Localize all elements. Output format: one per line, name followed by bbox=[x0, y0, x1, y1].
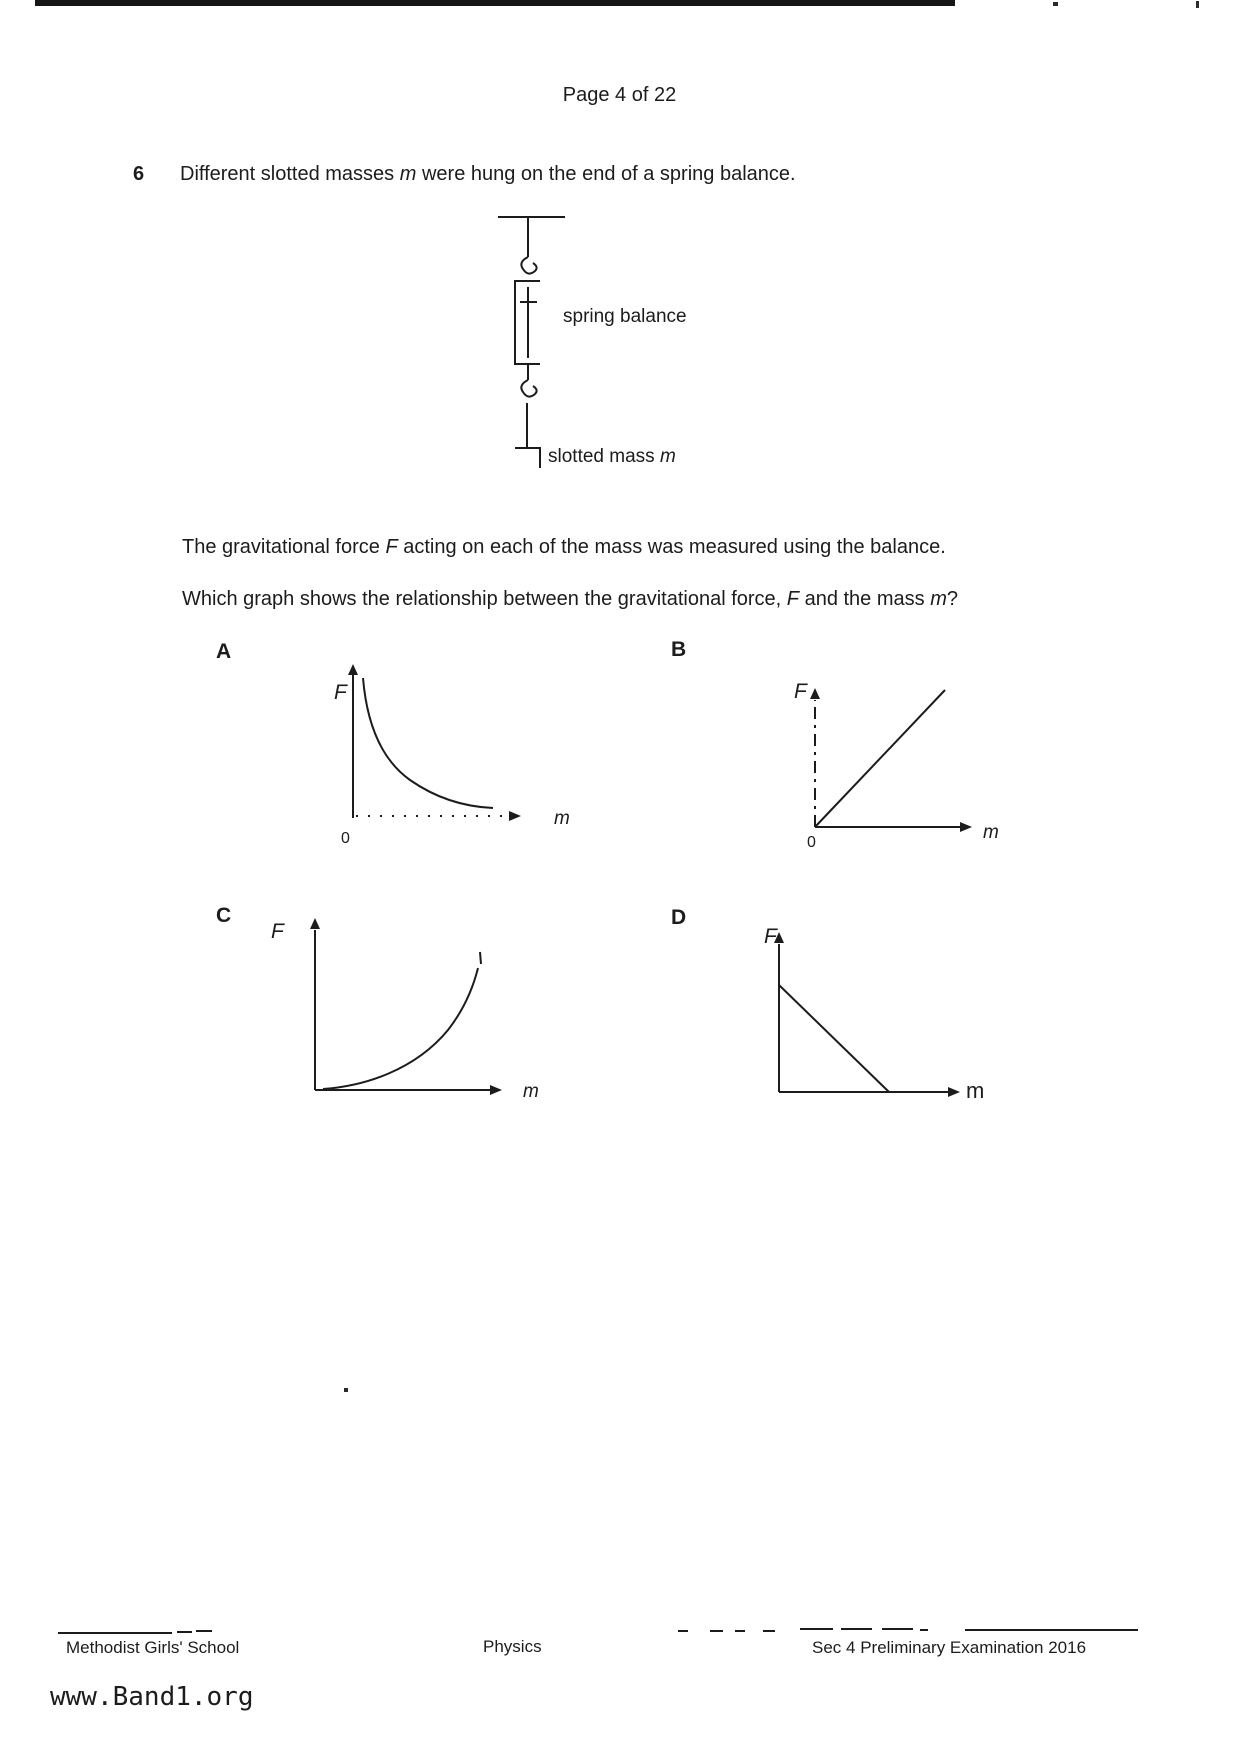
graph-a bbox=[330, 658, 580, 858]
footer-rule-left-dash bbox=[196, 1630, 212, 1632]
option-a-letter: A bbox=[216, 640, 232, 663]
footer-rule-right-dash bbox=[841, 1628, 872, 1630]
ask-line bbox=[182, 588, 958, 611]
watermark: www.Band1.org bbox=[50, 1682, 254, 1712]
spring-balance-label bbox=[563, 306, 687, 328]
measured-post: acting on each of the mass was measured using the balance. bbox=[397, 536, 946, 558]
graph-b-f-axis-arrow-icon bbox=[810, 688, 820, 699]
footer-subject: Physics bbox=[483, 1637, 542, 1656]
ask-var-f: F bbox=[786, 588, 800, 610]
ask-mid: and the mass bbox=[799, 588, 931, 610]
page-number bbox=[0, 84, 1239, 107]
spring-balance-label-text: spring balance bbox=[563, 306, 687, 327]
measured-pre: The gravitational force bbox=[182, 536, 386, 558]
graph-c-curve-tip bbox=[480, 952, 481, 964]
option-d-letter: D bbox=[671, 906, 687, 929]
upper-hook bbox=[521, 257, 536, 274]
graph-d bbox=[740, 918, 1020, 1103]
graph-b-m-axis-arrow-icon bbox=[960, 822, 972, 832]
option-c-letter: C bbox=[216, 904, 232, 927]
footer-rule-mid-dash bbox=[735, 1630, 745, 1632]
ask-pre: Which graph shows the relationship between the gravitational force, bbox=[182, 588, 787, 610]
footer-rule-right bbox=[965, 1629, 1138, 1631]
graph-a-f-axis-arrow-icon bbox=[348, 664, 358, 675]
graph-d-f-label: F bbox=[764, 925, 777, 948]
footer-exam: Sec 4 Preliminary Examination 2016 bbox=[812, 1638, 1087, 1657]
graph-d-m-axis-arrow-icon bbox=[948, 1087, 960, 1097]
graph-a-f-label: F bbox=[334, 681, 347, 704]
slotted-mass-shape bbox=[515, 448, 540, 468]
footer-rule-right-dash bbox=[800, 1628, 833, 1630]
slotted-mass-label-pre: slotted mass bbox=[548, 446, 660, 467]
footer-rule-right-dash bbox=[882, 1628, 913, 1630]
question-number: 6 bbox=[133, 163, 145, 185]
graph-a-m-label: m bbox=[554, 808, 570, 829]
graph-d-m-label: m bbox=[966, 1078, 985, 1103]
graph-c-m-axis-arrow-icon bbox=[490, 1085, 502, 1095]
ask-post: ? bbox=[946, 588, 958, 610]
scan-speck bbox=[1053, 2, 1058, 6]
footer-rule-left-dash bbox=[177, 1631, 192, 1633]
graph-a-m-axis-arrow-icon bbox=[509, 811, 521, 821]
graph-b-m-label: m bbox=[983, 822, 999, 843]
footer-rule-mid-dash bbox=[710, 1630, 723, 1632]
measured-var-f: F bbox=[385, 536, 398, 558]
graph-c-f-axis-arrow-icon bbox=[310, 918, 320, 929]
page-number-text: Page 4 of 22 bbox=[562, 84, 677, 106]
graph-b bbox=[760, 668, 1010, 851]
intro-post: were hung on the end of a spring balance. bbox=[416, 163, 796, 185]
graph-c-f-label: F bbox=[271, 920, 284, 943]
graph-c-curve bbox=[323, 968, 478, 1089]
scan-edge-artifact bbox=[35, 0, 955, 6]
graph-d-line bbox=[779, 985, 889, 1092]
slotted-mass-label-var: m bbox=[659, 446, 676, 467]
scan-speck bbox=[1196, 1, 1199, 8]
slotted-mass-label bbox=[548, 446, 676, 468]
footer-rule-mid-dash bbox=[763, 1630, 775, 1632]
footer-rule-right-dash bbox=[920, 1629, 928, 1631]
footer-rule-left bbox=[58, 1632, 172, 1634]
question-intro bbox=[180, 163, 796, 186]
graph-a-curve bbox=[363, 678, 493, 808]
footer-school: Methodist Girls' School bbox=[66, 1638, 240, 1657]
option-b-letter: B bbox=[671, 638, 687, 661]
ask-var-m: m bbox=[930, 588, 947, 610]
graph-c-m-label: m bbox=[523, 1081, 539, 1102]
intro-pre: Different slotted masses bbox=[180, 163, 400, 185]
footer-rule-mid-dash bbox=[678, 1630, 688, 1632]
graph-b-origin-label: 0 bbox=[807, 834, 816, 851]
intro-var-m: m bbox=[399, 163, 417, 185]
scan-speck bbox=[344, 1388, 348, 1392]
graph-c bbox=[240, 912, 550, 1107]
graph-a-origin-label: 0 bbox=[341, 830, 350, 847]
spring-balance-figure bbox=[480, 210, 600, 480]
measured-line bbox=[182, 536, 946, 559]
graph-b-f-label: F bbox=[794, 680, 807, 703]
graph-b-line bbox=[815, 690, 945, 827]
lower-hook bbox=[521, 380, 536, 397]
